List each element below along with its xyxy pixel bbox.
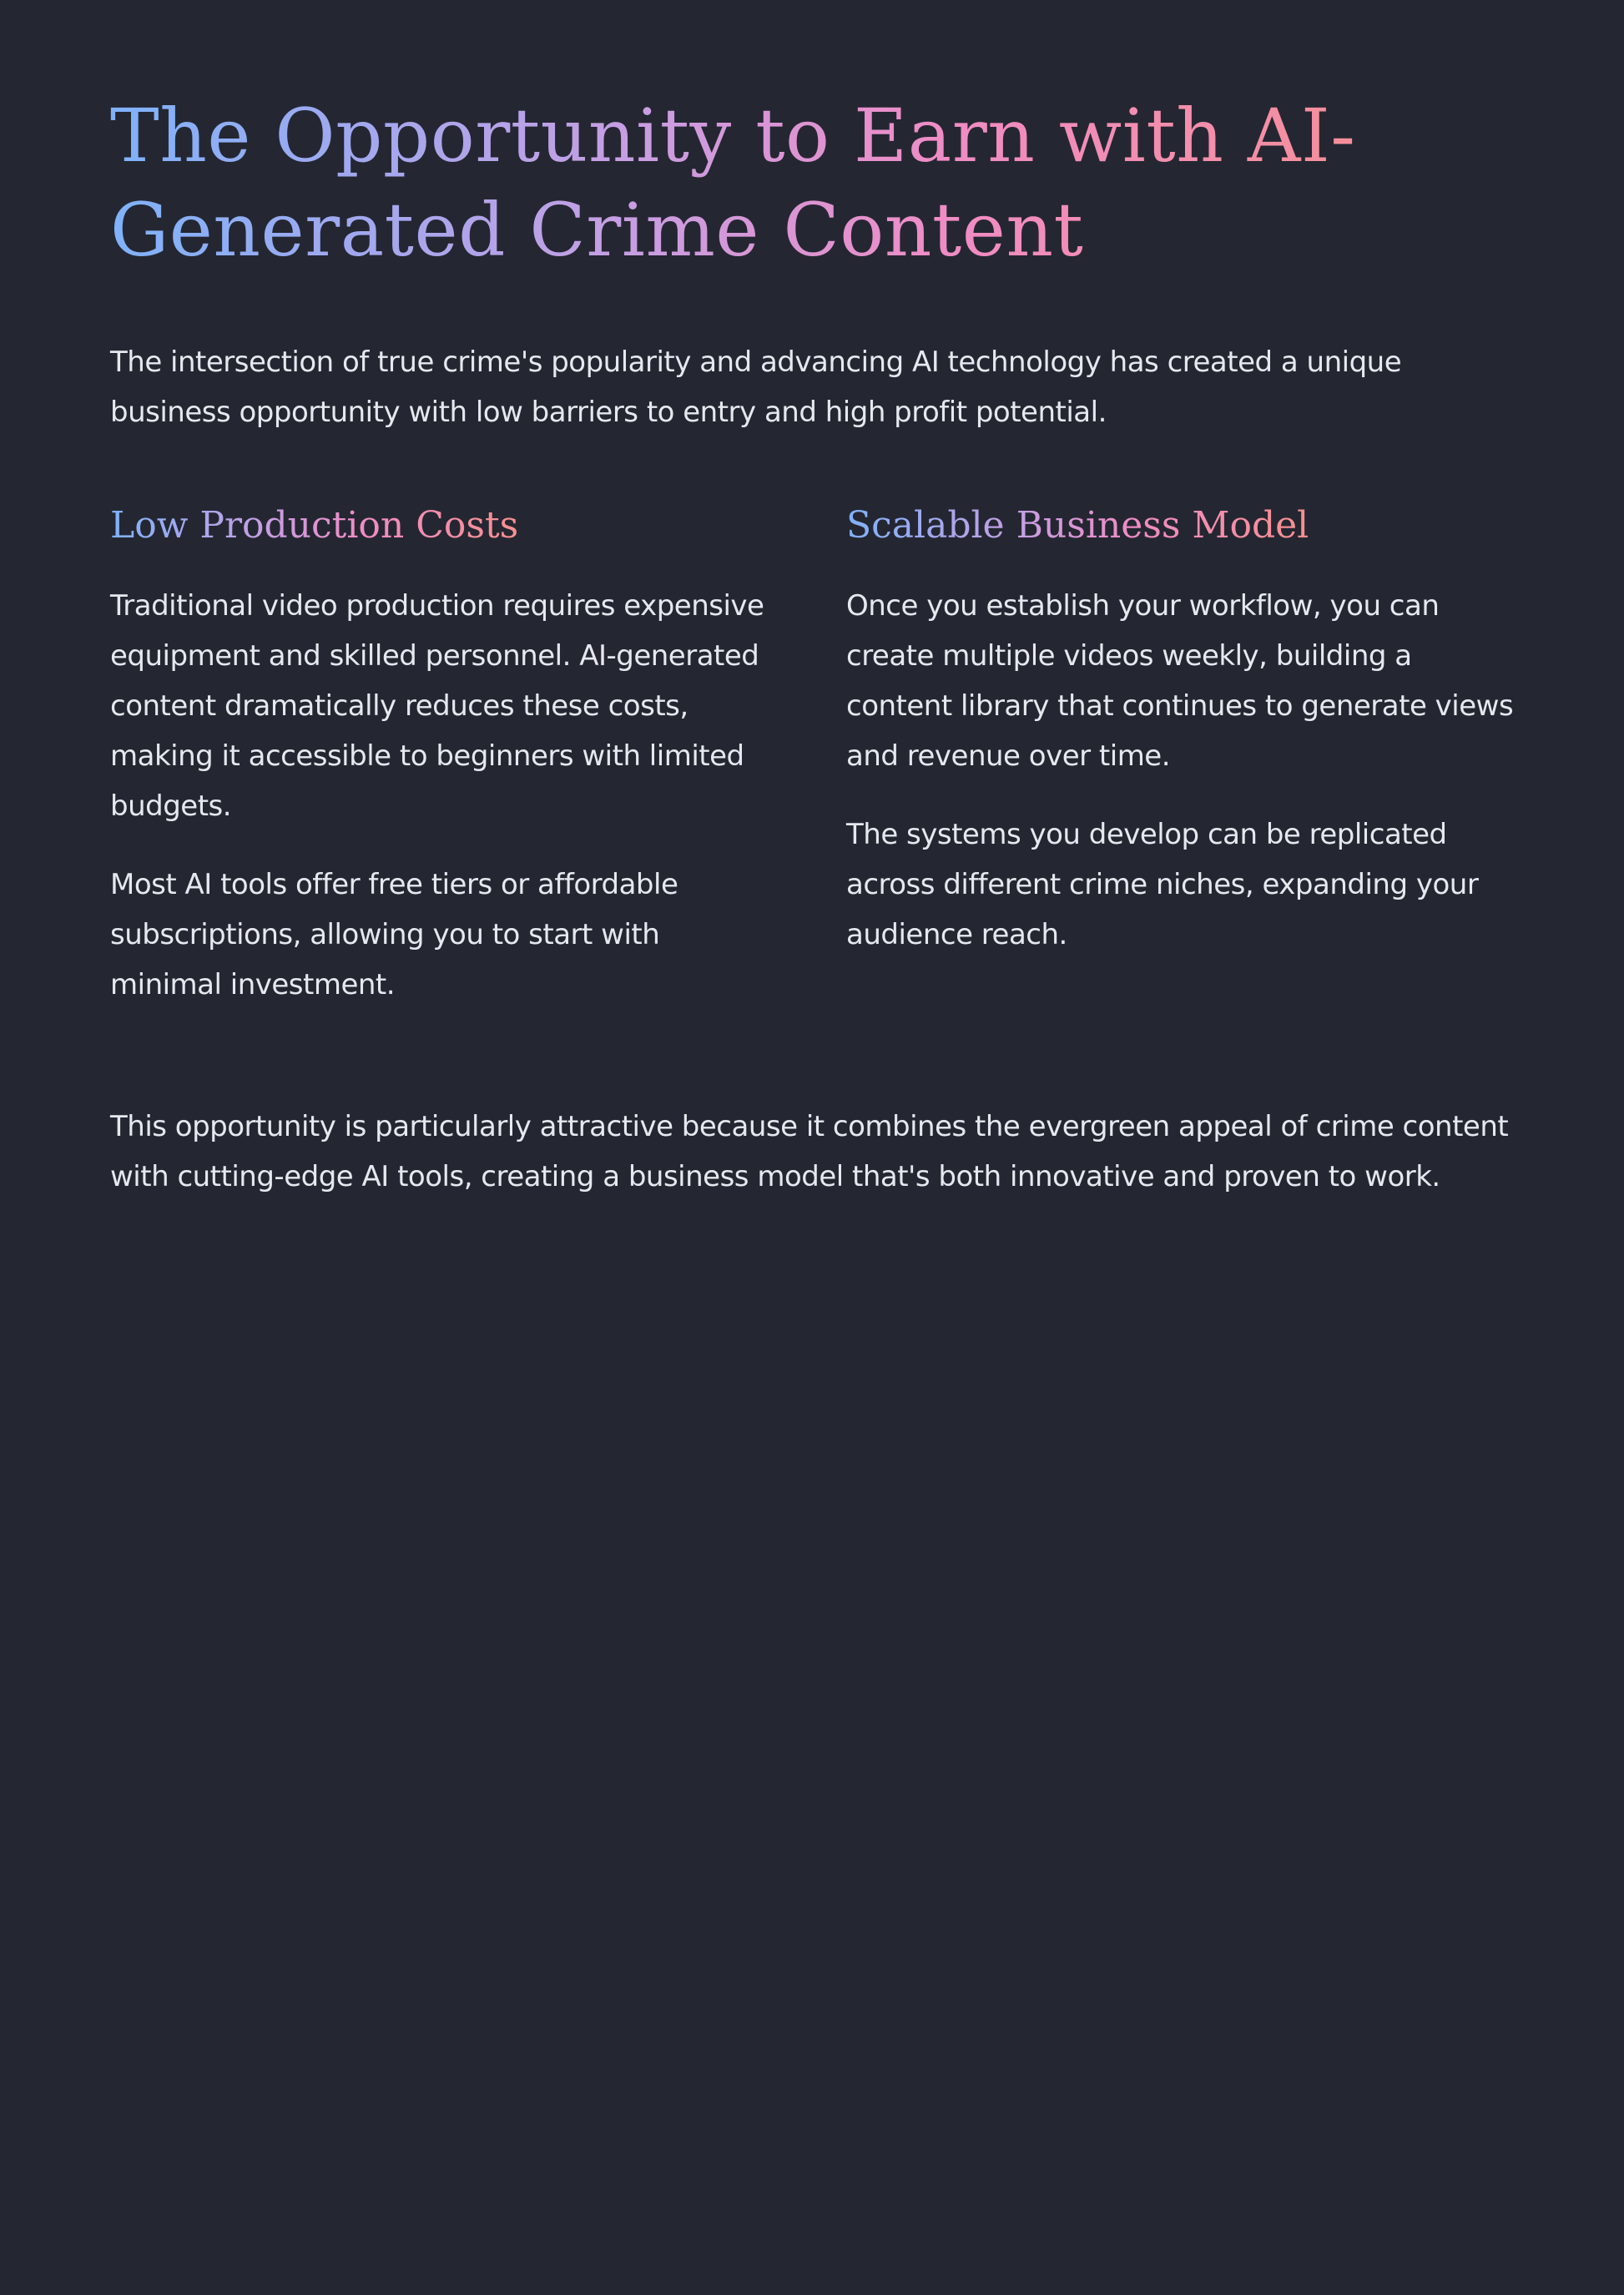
closing-paragraph: This opportunity is particularly attractive because it combines the evergreen appeal of crime content with cutting-edge AI tools, creating a business model that's both innovative and proven to work.: [110, 1110, 1509, 1193]
column-paragraph: Most AI tools offer free tiers or affordable subscriptions, allowing you to start with minimal investment.: [110, 868, 678, 1001]
column-low-production-costs: [110, 502, 778, 1038]
column-heading: Scalable Business Model: [846, 502, 1309, 549]
feature-columns: [110, 502, 1514, 1038]
column-paragraph: Once you establish your workflow, you can create multiple videos weekly, building a content library that continues to generate views and revenue over time.: [846, 589, 1514, 773]
page-title: The Opportunity to Earn with AI-Generated Crime Content: [110, 88, 1462, 277]
intro-paragraph: The intersection of true crime's popularity and advancing AI technology has created a unique business opportunity with low barriers to entry and high profit potential.: [110, 346, 1402, 429]
column-scalable-business-model: [846, 502, 1514, 1038]
column-heading: Low Production Costs: [110, 502, 518, 549]
column-paragraph: Traditional video production requires expensive equipment and skilled personnel. AI-generated content dramatically reduces these costs, making it accessible to beginners with limited budgets.: [110, 589, 764, 823]
column-paragraph: The systems you develop can be replicated across different crime niches, expanding your audience reach.: [846, 818, 1479, 951]
